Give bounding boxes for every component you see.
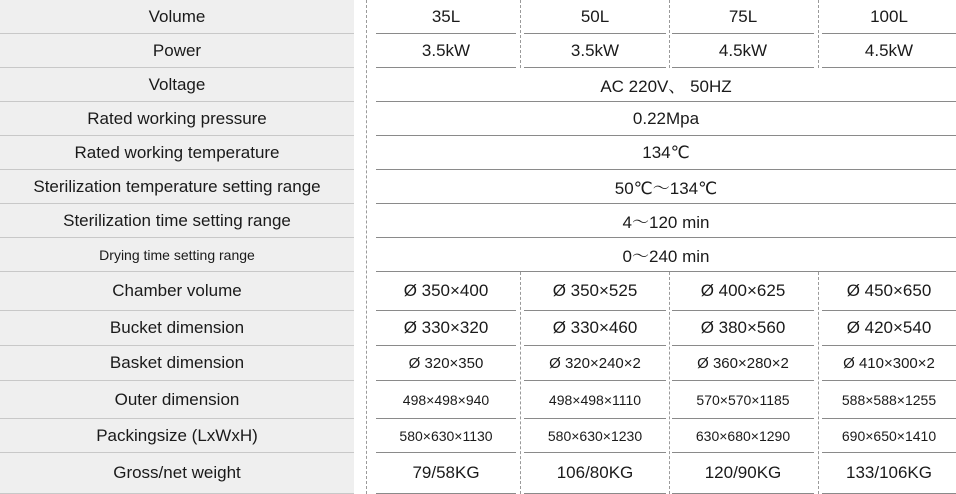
value-cell: Ø 400×625 <box>672 272 814 311</box>
merged-value-cell: 4～120 min <box>376 204 956 238</box>
column-divider <box>669 272 670 494</box>
value-cell: Ø 350×400 <box>376 272 516 311</box>
value-cell: 3.5kW <box>376 34 516 68</box>
row-label: Drying time setting range <box>0 238 354 272</box>
value-cell: 580×630×1130 <box>376 419 516 453</box>
value-cell: Ø 330×320 <box>376 311 516 346</box>
value-cell: 498×498×940 <box>376 381 516 419</box>
row-label: Chamber volume <box>0 272 354 311</box>
value-cell: 630×680×1290 <box>672 419 814 453</box>
value-cell: 75L <box>672 0 814 34</box>
value-cell: 588×588×1255 <box>822 381 956 419</box>
value-cell: 3.5kW <box>524 34 666 68</box>
value-cell: Ø 330×460 <box>524 311 666 346</box>
value-cell: Ø 360×280×2 <box>672 346 814 381</box>
merged-value-cell: AC 220V、 50HZ <box>376 68 956 102</box>
merged-value-cell: 134℃ <box>376 136 956 170</box>
value-cell: 50L <box>524 0 666 34</box>
row-label: Volume <box>0 0 354 34</box>
column-divider <box>818 272 819 494</box>
value-cell: 35L <box>376 0 516 34</box>
value-cell: 133/106KG <box>822 453 956 494</box>
value-cell: 580×630×1230 <box>524 419 666 453</box>
value-cell: 498×498×1110 <box>524 381 666 419</box>
value-cell: Ø 450×650 <box>822 272 956 311</box>
column-divider <box>520 272 521 494</box>
value-cell: Ø 320×350 <box>376 346 516 381</box>
value-cell: Ø 320×240×2 <box>524 346 666 381</box>
merged-value-cell: 0～240 min <box>376 238 956 272</box>
value-cell: 106/80KG <box>524 453 666 494</box>
value-cell: 100L <box>822 0 956 34</box>
row-label: Packingsize (LxWxH) <box>0 419 354 453</box>
value-cell: 79/58KG <box>376 453 516 494</box>
value-cell: Ø 410×300×2 <box>822 346 956 381</box>
value-cell: 570×570×1185 <box>672 381 814 419</box>
row-label: Power <box>0 34 354 68</box>
value-cell: 4.5kW <box>672 34 814 68</box>
column-divider <box>818 0 819 68</box>
value-cell: 120/90KG <box>672 453 814 494</box>
row-label: Voltage <box>0 68 354 102</box>
value-cell: Ø 420×540 <box>822 311 956 346</box>
row-label: Bucket dimension <box>0 311 354 346</box>
row-label: Gross/net weight <box>0 453 354 494</box>
row-label: Rated working temperature <box>0 136 354 170</box>
merged-value-cell: 0.22Mpa <box>376 102 956 136</box>
column-divider <box>366 0 367 494</box>
value-cell: 4.5kW <box>822 34 956 68</box>
value-cell: Ø 380×560 <box>672 311 814 346</box>
row-label: Sterilization temperature setting range <box>0 170 354 204</box>
merged-value-cell: 50℃～134℃ <box>376 170 956 204</box>
value-cell: Ø 350×525 <box>524 272 666 311</box>
row-label: Sterilization time setting range <box>0 204 354 238</box>
column-divider <box>520 0 521 68</box>
row-label: Basket dimension <box>0 346 354 381</box>
value-cell: 690×650×1410 <box>822 419 956 453</box>
row-label: Outer dimension <box>0 381 354 419</box>
column-divider <box>669 0 670 68</box>
row-label: Rated working pressure <box>0 102 354 136</box>
